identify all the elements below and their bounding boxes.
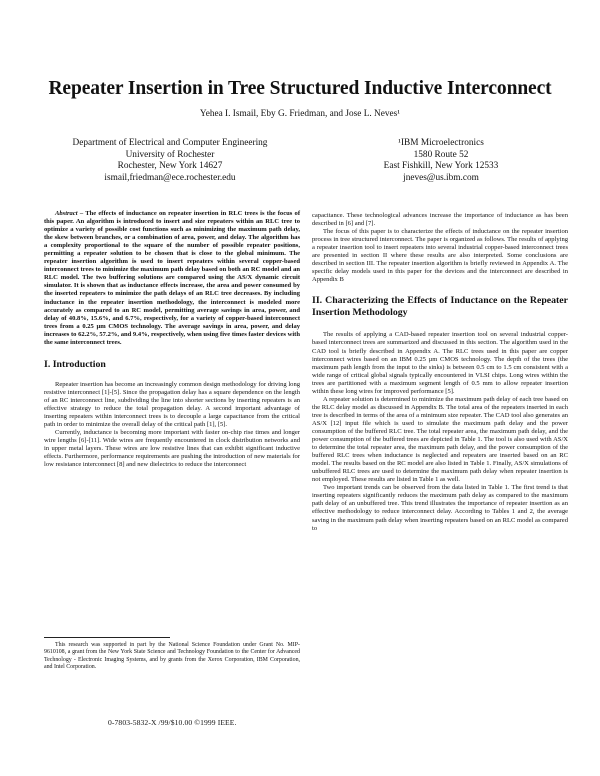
paper-authors: Yehea I. Ismail, Eby G. Friedman, and Jose L. Neves¹ bbox=[199, 109, 401, 119]
section-heading-introduction: I. Introduction bbox=[44, 358, 106, 370]
abstract bbox=[44, 210, 300, 347]
footnote bbox=[44, 642, 300, 672]
paper-title: Repeater Insertion in Tree Structured Inductive Interconnect bbox=[48, 78, 552, 99]
copyright-line: 0-7803-5832-X /99/$10.00 ©1999 IEEE. bbox=[108, 718, 237, 727]
affiliation-department: Department of Electrical and Computer Engineering bbox=[72, 138, 268, 148]
abstract-body: The effects of inductance on repeater insertion in RLC trees is the focus of this paper. An algorithm is introduced to insert and size repeaters within an RLC tree to optimize a variety of possible cost functions such as minimizing the maximum path delay, the skew between branches, or a combination of area, power, and delay. The algorithm has a complexity proportional to the square of the number of possible repeater positions, permitting a repeater solution to be chosen that is close to the global minimum. The repeater insertion algorithm is used to insert repeaters within several copper-based interconnect trees to minimize the maximum path delay based on both an RC model and an RLC model. The two buffering solutions are compared using the AS/X dynamic circuit simulator. It is shown that as inductance effects increase, the area and power consumed by the inserted repeaters to minimize the path delays of an RLC tree decreases. By including inductance in the repeater insertion methodology, the interconnect is modeled more accurately as compared to an RC model, permitting average savings in area, power, and delay of 40.8%, 15.6%, and 6.7%, respectively, for a variety of copper-based interconnect trees from a 0.25 µm CMOS technology. The average savings in area, power, and delay increases to 62.2%, 57.2%, and 9.4%, respectively, when using five times faster devices with the same interconnect trees. bbox=[44, 210, 300, 346]
abstract-heading: Abstract bbox=[55, 210, 78, 217]
footnote-text: This research was supported in part by the National Science Foundation under Grant No. MIP-9610108, a grant from the New York State Science and Technology Foundation to the Center for Advanced Technology - Electronic Imaging Systems, and by grants from the Xerox Corporation, IBM Corporation, and Intel Corporation. bbox=[44, 642, 300, 671]
left-column bbox=[44, 210, 300, 469]
intro-paragraph: Repeater insertion has become an increasingly common design methodology for driving long resistive interconnect [1]-[5]. Since the propagation delay has a square dependence on the length of an RC interconnect line, subdividing the line into shorter sections by inserting repeaters is an effective strategy to reduce the total propagation delay. A second important advantage of inserting repeaters within interconnect trees is to decouple a large capacitance from the critical path in order to minimize the overall delay of the critical path [1], [5]. bbox=[44, 380, 300, 429]
affiliation-city: Rochester, New York 14627 bbox=[117, 161, 223, 172]
affiliation-ibm bbox=[328, 138, 554, 184]
intro-continuation: capacitance. These technological advances increase the importance of inductance as has been described in [6] and [7]. bbox=[312, 212, 568, 228]
section-paragraph: A repeater solution is determined to minimize the maximum path delay of each tree based on the RLC delay model as discussed in Appendix B. The total area of the repeaters inserted in each tree is described in terms of the area of a minimum size repeater. The CAD tool also generates an AS/X [12] input file which is used to simulate the maximum path delay and the power consumption of the buffered RLC tree. The total repeater area, the maximum path delay, and the power consumption of the buffered trees are depicted in Table 1. The tool is also used with AS/X to determine the total repeater area, the maximum path delay, and the power consumption of the buffered RLC trees when inductance is neglected and repeaters are inserted based on an RC model. The results based on the RC model are also listed in Table 1. Finally, AS/X simulations of unbuffered RLC trees are used to determine the maximum path delay when repeater insertion is not employed. These results are listed in Table 1 as well. bbox=[312, 395, 568, 484]
affiliation-rochester bbox=[40, 138, 300, 184]
section-heading-characterizing: II. Characterizing the Effects of Inductance on the Repeater Insertion Methodology bbox=[312, 295, 568, 319]
affiliation-company: ¹IBM Microelectronics bbox=[398, 138, 484, 148]
intro-paragraph: The focus of this paper is to characterize the effects of inductance on the repeater insertion process in tree structured interconnect. The paper is organized as follows. The results of applying a repeater insertion tool to insert repeaters into several industrial copper-based interconnect trees are presented in section II where these results are also interpreted. Some conclusions are described in section III. The repeater insertion algorithm is briefly reviewed in Appendix A. The specific delay models used in this paper for the devices and the interconnect are described in Appendix B bbox=[312, 228, 568, 284]
abstract-dash: – bbox=[77, 210, 86, 217]
affiliation-city: East Fishkill, New York 12533 bbox=[383, 161, 499, 172]
affiliation-email: jneves@us.ibm.com bbox=[403, 172, 479, 183]
section-paragraph: Two important trends can be observed from the data listed in Table 1. The first trend is that inserting repeaters significantly reduces the maximum path delay as compared to the maximum path delay of an unbuffered tree. This trend illustrates the importance of repeater insertion as an effective methodology to reduce interconnect delay. According to Tables 1 and 2, the average saving in the maximum path delay when inserting repeaters based on an RLC model as compared to bbox=[312, 484, 568, 532]
affiliation-university: University of Rochester bbox=[125, 149, 215, 160]
footnote-divider bbox=[44, 637, 170, 638]
section-paragraph: The results of applying a CAD-based repeater insertion tool on several industrial copper-based interconnect trees are summarized and discussed in this section. The algorithm used in the CAD tool is briefly described in Appendix A. The RLC trees used in this paper are copper interconnect wires based on an IBM 0.25 µm CMOS technology. The depth of the trees (the maximum path length from the input to the sinks) is between 0.5 cm to 1.5 cm consistent with a wide range of critical global signals typically encountered in VLSI chips. Long wires within the trees are partitioned with a maximum segment length of 0.5 mm to allow repeater insertion within these long wires for improved performance [5]. bbox=[312, 331, 568, 395]
affiliation-street: 1580 Route 52 bbox=[413, 149, 469, 160]
affiliation-email: ismail,friedman@ece.rochester.edu bbox=[104, 172, 236, 183]
right-column bbox=[312, 212, 568, 533]
intro-paragraph: Currently, inductance is becoming more important with faster on-chip rise times and longer wire lengths [6]-[11]. Wide wires are frequently encountered in clock distribution networks and in upper metal layers. These wires are low resistive lines that can exhibit significant inductive effects. Furthermore, performance requirements are pushing the introduction of new materials for low resistance interconnect [8] and new dielectrics to reduce the interconnect bbox=[44, 429, 300, 469]
